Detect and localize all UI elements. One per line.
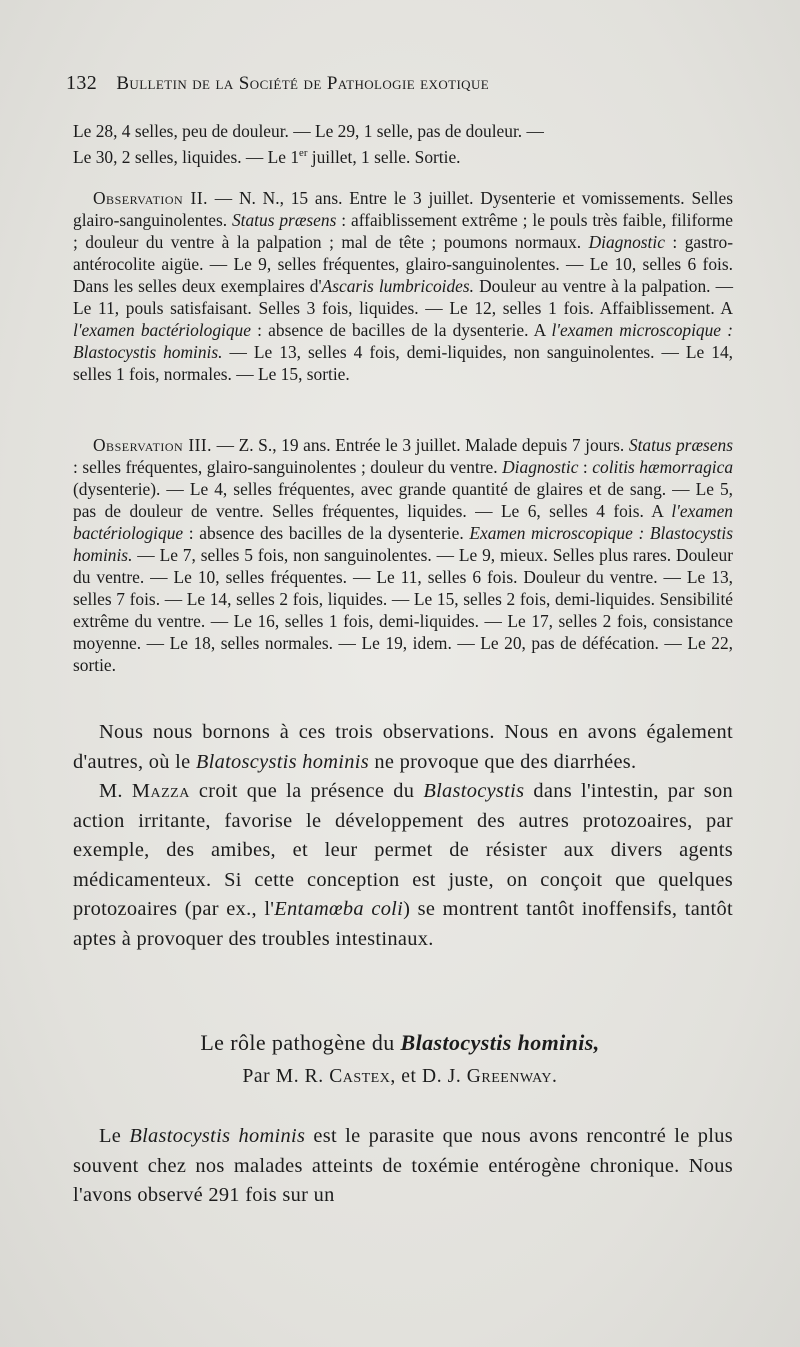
text-span: Le 30, 2 selles, liquides. — Le 1 bbox=[73, 146, 300, 167]
article-title bbox=[0, 1030, 800, 1056]
text-span: croit que la présence du bbox=[189, 780, 424, 802]
observation-iii bbox=[73, 434, 733, 676]
text-span: — Z. S., 19 ans. Entrée le 3 juillet. Malade depuis 7 jours. bbox=[212, 435, 629, 455]
italic-span: Status præsens bbox=[628, 435, 733, 455]
article-byline bbox=[0, 1066, 800, 1088]
byline-text: , et D. J. bbox=[390, 1066, 467, 1087]
text-span: ) se montrent tantôt inoffensifs, tantôt aptes à provoquer des troubles intestinaux. bbox=[73, 898, 733, 950]
italic-span: Blastocystis bbox=[423, 780, 525, 802]
italic-span: Examen microscopique : Blastocystis hominis. bbox=[73, 523, 733, 565]
text-span: : gastro-antérocolite aigüe. — Le 9, selles fréquentes, glairo-sanguinolentes. — Le 10, selles 6 fois. Dans les selles deux exemplaires d' bbox=[73, 232, 733, 296]
italic-span: l'examen bactériologique bbox=[73, 501, 733, 543]
italic-span: Blastocystis hominis bbox=[129, 1125, 306, 1147]
italic-span: Ascaris lumbricoides. bbox=[321, 276, 475, 296]
journal-title: Bulletin de la Société de Pathologie exotique bbox=[116, 73, 490, 94]
text-span: : selles fréquentes, glairo-sanguinolentes ; douleur du ventre. bbox=[73, 457, 503, 477]
paragraph bbox=[73, 777, 733, 954]
text-span: est le parasite que nous avons rencontré le plus souvent chez nos malades atteints de toxémie entérogène chronique. Nous l'avons observé 291 fois sur un bbox=[73, 1125, 733, 1206]
text-span: juillet, 1 selle. Sortie. bbox=[307, 146, 461, 167]
byline-text: Par M. R. bbox=[242, 1066, 330, 1087]
paragraph bbox=[73, 1122, 733, 1211]
text-span: : absence des bacilles de la dysenterie. bbox=[183, 523, 470, 543]
observation-label: Observation II. bbox=[93, 188, 208, 208]
text-span: M. bbox=[99, 780, 132, 802]
observation-paragraph bbox=[73, 187, 733, 385]
text-line bbox=[73, 120, 733, 142]
text-line bbox=[73, 142, 733, 168]
italic-span: Diagnostic bbox=[502, 457, 579, 477]
text-span: dans l'intestin, par son action irritante, favorise le développement des autres protozoaires, par exemple, des amibes, et leur permet de résister aux divers agents médicamenteux. Si cette conception est juste, on conçoit que quelques protozoaires (par ex., l' bbox=[73, 780, 733, 920]
text-span: (dysenterie). — Le 4, selles fréquentes, avec grande quantité de glaires et de sang. — Le 5, pas de douleur de ventre. Selles fréquentes, liquides. — Le 6, selles 4 fois. A bbox=[73, 479, 733, 521]
author-name: Castex bbox=[329, 1066, 391, 1087]
italic-span: colitis hæmorragica bbox=[592, 457, 734, 477]
text-span: — Le 13, selles 4 fois, demi-liquides, non sanguinolentes. — Le 14, selles 1 fois, normales. — Le 15, sortie. bbox=[73, 342, 733, 384]
paragraph bbox=[73, 718, 733, 777]
italic-span: Entamœba coli bbox=[274, 898, 404, 920]
text-span: Le bbox=[99, 1125, 130, 1147]
text-span: Douleur au ventre à la palpation. — Le 11, pouls satisfaisant. Selles 3 fois, liquides. — Le 12, selles 1 fois. Affaiblissement. A bbox=[73, 276, 733, 318]
text-span: : bbox=[578, 457, 593, 477]
observation-label: Observation III. bbox=[93, 435, 213, 455]
text-span: Nous nous bornons à ces trois observations. Nous en avons également d'autres, où le bbox=[73, 721, 733, 773]
title-italic: Blastocystis hominis, bbox=[400, 1030, 600, 1055]
text-span: ne provoque que des diarrhées. bbox=[368, 750, 637, 773]
running-header bbox=[66, 72, 746, 95]
page-number: 132 bbox=[66, 72, 98, 94]
observation-i-continuation bbox=[73, 120, 733, 168]
text-span: Le 28, 4 selles, peu de douleur. — Le 29, 1 selle, pas de douleur. — bbox=[73, 121, 544, 141]
text-span: — Le 7, selles 5 fois, non sanguinolentes. — Le 9, mieux. Selles plus rares. Douleur du ventre. — Le 10, selles fréquentes. — Le 11, selles 6 fois. Douleur du ventre. — Le 13, selles 7 fois. — Le 14, selles 2 fois, liquides. — Le 15, selles 2 fois, demi-liquides. Sensibilité extrême du ventre. — Le 16, selles 1 fois, demi-liquides. — Le 17, selles 2 fois, consistance moyenne. — Le 18, selles normales. — Le 19, idem. — Le 20, pas de défécation. — Le 22, sortie. bbox=[73, 545, 733, 675]
title-text: Le rôle pathogène du bbox=[200, 1030, 401, 1055]
text-span: : absence de bacilles de la dysenterie. A bbox=[250, 320, 552, 340]
italic-span: Status præsens bbox=[231, 210, 337, 230]
body-text bbox=[73, 718, 733, 954]
observation-ii bbox=[73, 187, 733, 385]
observation-paragraph bbox=[73, 434, 733, 676]
text-span: : affaiblissement extrême ; le pouls très faible, filiforme ; douleur du ventre à la palpation ; mal de tête ; poumons normaux. bbox=[73, 210, 733, 252]
italic-span: l'examen microscopique : Blastocystis hominis. bbox=[73, 320, 733, 362]
article-body bbox=[73, 1122, 733, 1211]
text-span: — N. N., 15 ans. Entre le 3 juillet. Dysenterie et vomissements. Selles glairo-sanguinolentes. bbox=[73, 188, 733, 230]
byline-text: . bbox=[552, 1066, 558, 1087]
superscript: er bbox=[299, 147, 308, 159]
author-name: Mazza bbox=[131, 780, 190, 802]
italic-span: l'examen bactériologique bbox=[73, 320, 251, 340]
italic-span: Diagnostic bbox=[588, 232, 665, 252]
italic-span: Blatoscystis hominis bbox=[195, 750, 369, 773]
author-name: Greenway bbox=[466, 1066, 553, 1087]
